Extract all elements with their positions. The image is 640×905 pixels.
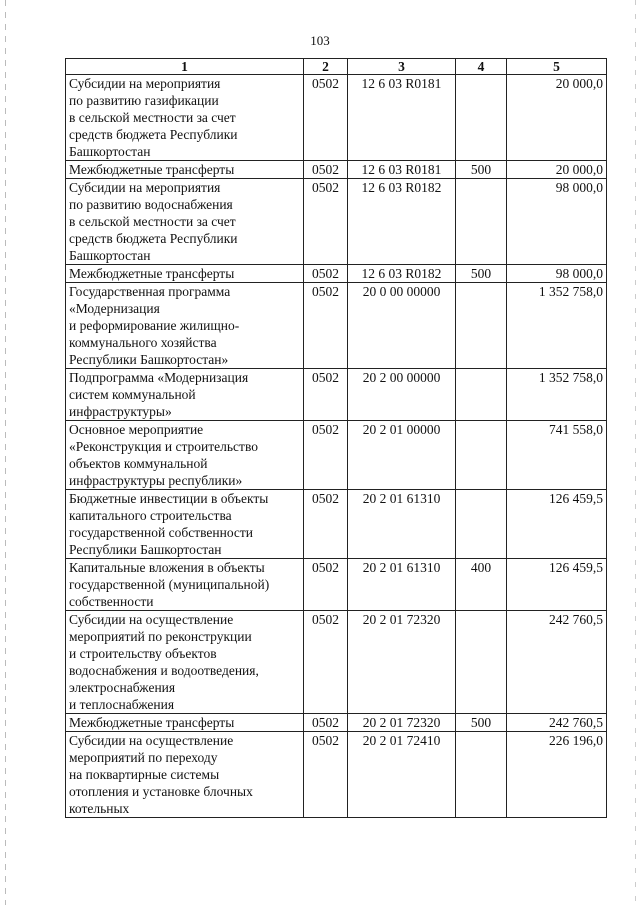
table-row [66,283,607,369]
scan-edge-left [5,0,6,905]
table-body [66,75,607,818]
row-section: 0502 [304,421,348,490]
row-amount: 741 558,0 [507,421,607,490]
header-col-1: 1 [66,59,304,75]
header-row [66,59,607,75]
row-expense-type [456,490,507,559]
row-amount: 20 000,0 [507,75,607,161]
row-target-code: 12 6 03 R0181 [348,75,456,161]
table-row [66,732,607,818]
row-name: Государственная программа «Модернизация и реформирование жилищно- коммунального хозяйства Республики Башкортостан» [66,283,304,369]
row-target-code: 12 6 03 R0181 [348,161,456,179]
table-row [66,161,607,179]
row-name: Субсидии на осуществление мероприятий по переходу на поквартирные системы отопления и установке блочных котельных [66,732,304,818]
scan-edge-right [635,0,636,905]
row-expense-type: 400 [456,559,507,611]
row-section: 0502 [304,714,348,732]
header-col-3: 3 [348,59,456,75]
row-amount: 20 000,0 [507,161,607,179]
row-target-code: 20 2 01 61310 [348,490,456,559]
table-header [66,59,607,75]
header-col-2: 2 [304,59,348,75]
row-section: 0502 [304,161,348,179]
budget-table [65,58,607,818]
row-name: Межбюджетные трансферты [66,714,304,732]
row-target-code: 20 0 00 00000 [348,283,456,369]
row-expense-type [456,75,507,161]
table-row [66,75,607,161]
row-name: Межбюджетные трансферты [66,265,304,283]
row-target-code: 12 6 03 R0182 [348,179,456,265]
row-amount: 126 459,5 [507,559,607,611]
row-amount: 98 000,0 [507,179,607,265]
row-expense-type: 500 [456,161,507,179]
row-target-code: 12 6 03 R0182 [348,265,456,283]
row-section: 0502 [304,179,348,265]
row-name: Основное мероприятие «Реконструкция и строительство объектов коммунальной инфраструктуры республики» [66,421,304,490]
row-name: Субсидии на осуществление мероприятий по реконструкции и строительству объектов водоснабжения и водоотведения, электроснабжения и теплоснабжения [66,611,304,714]
row-section: 0502 [304,283,348,369]
table-row [66,559,607,611]
row-name: Субсидии на мероприятия по развитию газификации в сельской местности за счет средств бюджета Республики Башкортостан [66,75,304,161]
row-name: Бюджетные инвестиции в объекты капитального строительства государственной собственности Республики Башкортостан [66,490,304,559]
row-amount: 242 760,5 [507,714,607,732]
table-row [66,369,607,421]
row-target-code: 20 2 01 61310 [348,559,456,611]
row-section: 0502 [304,559,348,611]
row-expense-type [456,283,507,369]
row-expense-type [456,611,507,714]
page-number: 103 [310,33,330,48]
row-expense-type: 500 [456,265,507,283]
table-row [66,179,607,265]
row-target-code: 20 2 01 72320 [348,611,456,714]
row-name: Капитальные вложения в объекты государственной (муниципальной) собственности [66,559,304,611]
row-target-code: 20 2 01 72410 [348,732,456,818]
table-row [66,490,607,559]
table-row [66,611,607,714]
row-section: 0502 [304,369,348,421]
row-amount: 98 000,0 [507,265,607,283]
row-expense-type [456,421,507,490]
row-amount: 1 352 758,0 [507,369,607,421]
row-amount: 242 760,5 [507,611,607,714]
row-name: Межбюджетные трансферты [66,161,304,179]
table-row [66,714,607,732]
row-amount: 126 459,5 [507,490,607,559]
row-amount: 226 196,0 [507,732,607,818]
row-expense-type [456,179,507,265]
row-name: Подпрограмма «Модернизация систем коммунальной инфраструктуры» [66,369,304,421]
row-target-code: 20 2 01 72320 [348,714,456,732]
row-expense-type: 500 [456,714,507,732]
table-row [66,421,607,490]
row-amount: 1 352 758,0 [507,283,607,369]
row-section: 0502 [304,611,348,714]
row-section: 0502 [304,490,348,559]
table-row [66,265,607,283]
row-expense-type [456,369,507,421]
header-col-4: 4 [456,59,507,75]
row-expense-type [456,732,507,818]
row-section: 0502 [304,732,348,818]
header-col-5: 5 [507,59,607,75]
row-name: Субсидии на мероприятия по развитию водоснабжения в сельской местности за счет средств бюджета Республики Башкортостан [66,179,304,265]
row-target-code: 20 2 00 00000 [348,369,456,421]
row-section: 0502 [304,265,348,283]
row-section: 0502 [304,75,348,161]
row-target-code: 20 2 01 00000 [348,421,456,490]
